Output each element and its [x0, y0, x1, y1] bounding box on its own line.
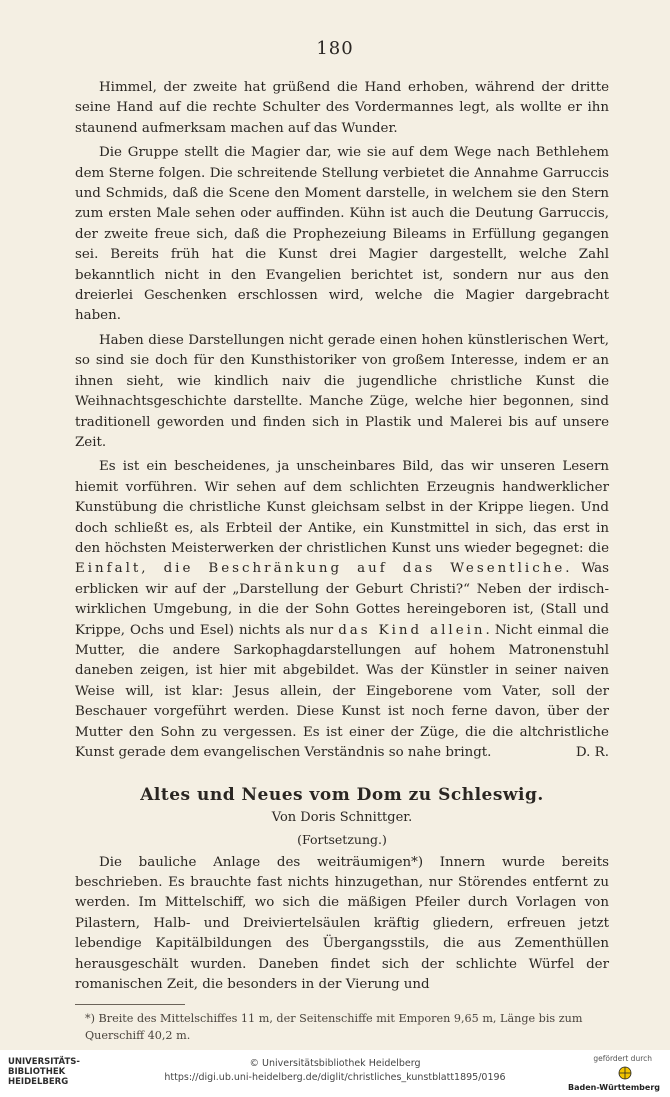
continuation-note: (Fortsetzung.): [297, 832, 387, 848]
paragraph-2: Die Gruppe stellt die Magier dar, wie sie auf dem Wege nach Bethlehem dem Sterne folgen. Die schreitende Stellung verbietet die Annahme Garruccis und Schmids, daß die Scene den Moment darstelle, in welchem sie den Stern zum ersten Male sehen oder auffinden. Kühn ist auch die Deutung Garruccis, der zweite freue sich, daß die Prophezeiung Bileams in Erfüllung gegangen sei. Bereits früh hat die Kunst drei Magier dargestellt, welche Zahl bekanntlich nicht in den Evangelien berichtet ist, sondern nur aus den dreierlei Geschenken erschlossen wird, welche die Magier dargebracht haben.: [75, 145, 609, 324]
section-paragraph: Die bauliche Anlage des weiträumigen*) Innern wurde bereits beschrieben. Es brauchte fast nichts hinzugethan, nur Störendes entfernt zu werden. Im Mittelschiff, wo sich die mäßigen Pfeiler durch Vorlagen von Pilastern, Halb- und Dreiviertelsäulen kräftig gliedern, erfreuen jetzt lebendige Kapitälbildungen des Übergangsstils, die aus Zementhüllen herausgeschält wurden. Daneben findet sich der schlichte Würfel der romanischen Zeit, die besonders in der Vierung und: [75, 854, 609, 993]
copyright-text: © Universitätsbibliothek Heidelberg: [249, 1058, 421, 1069]
paragraph-4-part2: . Was erblicken wir auf der „Darstellung der Geburt Christi?“ Neben der irdisch-wirklichen Umgebung, in die der Sohn Gottes hereingeboren ist, (Stall und Krippe, Ochs und Esel) nichts als nur: [75, 561, 610, 638]
doi-link[interactable]: https://digi.ub.uni-heidelberg.de/diglit/christliches_kunstblatt1895/0196: [164, 1072, 506, 1083]
paragraph-4-part3: . Nicht einmal die Mutter, die andere Sarkophagdarstellungen auf hohem Matronenstuhl daneben zeigen, ist hier mit abgebildet. Was der Künstler in seiner naiven Weise will, ist klar: Jesus allein, der Eingeborene vom Vater, soll der Beschauer vorgeführt werden. Diese Kunst ist noch ferne davon, über der Mutter den Sohn zu vergessen. Es ist einer der Züge, die die altchristliche Kunst gerade dem evangelischen Verständnis so nahe bringt.: [75, 622, 609, 760]
section-title: Altes und Neues vom Dom zu Schleswig.: [140, 785, 544, 806]
sponsor-name: Baden-Württemberg: [567, 1083, 660, 1092]
signature: D. R.: [575, 745, 609, 760]
library-name-line-3: HEIDELBERG: [8, 1077, 69, 1087]
library-name-line-1: UNIVERSITÄTS-: [8, 1057, 80, 1067]
funded-by-label: gefördert durch: [593, 1054, 652, 1063]
paragraph-1: Himmel, der zweite hat grüßend die Hand erhoben, während der dritte seine Hand auf die rechte Schulter des Vordermannes legt, als wollte er ihn staunend aufmerksam machen auf das Wunder.: [75, 80, 609, 136]
footnote-divider: [75, 1004, 185, 1005]
library-name-line-2: BIBLIOTHEK: [8, 1067, 66, 1077]
sponsor-logo-icon: [592, 1064, 658, 1082]
footer-bar: [0, 1050, 670, 1097]
footnote: [75, 1010, 609, 1044]
emphasis-einfalt: Einfalt, die Beschränkung auf das Wesentliche: [75, 561, 566, 577]
main-text: [75, 78, 609, 995]
paragraph-3: Haben diese Darstellungen nicht gerade einen hohen künstlerischen Wert, so sind sie doch für den Kunsthistoriker von großem Interesse, indem er an ihnen sieht, wie kindlich naiv die jugendliche christliche Kunst die Weihnachtsgeschichte darstellte. Manche Züge, welche hier begonnen, sind traditionell geworden und finden sich in Plastik und Malerei bis auf unsere Zeit.: [75, 332, 609, 450]
paragraph-4-part1: Es ist ein bescheidenes, ja unscheinbares Bild, das wir unseren Lesern hiemit vorführen. Wir sehen auf dem schlichten Erzeugnis handwerklicher Kunstübung die christliche Kunst gleichsam selbst in der Krippe liegen. Und doch schließt es, als Erbteil der Antike, ein Kunstmittel in sich, das erst in den höchsten Meisterwerken der christlichen Kunst uns wieder begegnet: die: [75, 459, 609, 556]
page-number: 180: [316, 38, 354, 59]
emphasis-das-kind: das Kind allein: [338, 622, 486, 638]
footnote-text: *) Breite des Mittelschiffes 11 m, der Seitenschiffe mit Emporen 9,65 m, Länge bis zum Querschiff 40,2 m.: [85, 1012, 583, 1042]
paragraph-4: [75, 457, 609, 763]
author-line: Von Doris Schnittger.: [271, 809, 413, 825]
